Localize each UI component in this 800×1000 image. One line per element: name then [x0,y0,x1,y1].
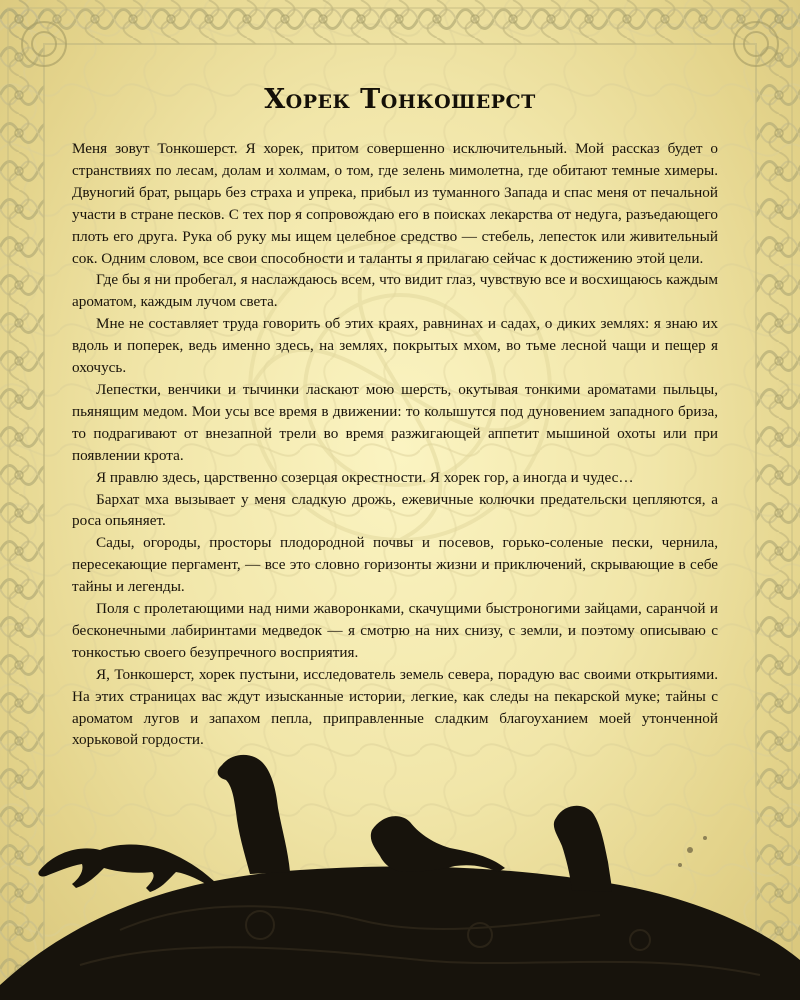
hill-silhouette [0,866,800,1000]
ferret-standing-silhouette [218,755,290,874]
paragraph: Мне не составляет труда говорить об этих краях, равнинах и садах, о диких землях: я знаю их вдоль и поперек, ведь именно здесь, на землях, покрытых мхом, во тьме лесной чащи и пещер я охочусь. [72,315,718,377]
paragraph: Я правлю здесь, царственно созерцая окрестности. Я хорек гор, а иногда и чудес… [96,468,634,486]
ferret-crouching-silhouette [371,816,505,872]
paragraph: Меня зовут Тонкошерст. Я хорек, притом совершенно исключительный. Мой рассказ будет о странствиях по лесам, долам и холмам, о том, где зелень мимолетна, где обитают темные химеры. Двуногий брат, рыцарь без страха и упрека, прибыл из туманного Запада и спас меня от печальной участи в стране песков. С тех пор я сопровождаю его в поисках лекарства от недуга, разъедающего плоть его друга. Рука об руку мы ищем целебное средство — стебель, лепесток или живительный сок. Одним словом, все свои способности и таланты я прилагаю сейчас к достижению этой цели. [72,140,718,267]
body-text [72,138,718,751]
page-title: Хорек Тонкошерст [264,84,536,115]
paragraph: Где бы я ни пробегал, я наслаждаюсь всем, что видит глаз, чувствую все и восхищаюсь каждым ароматом, каждым лучом света. [72,271,718,311]
paragraph: Я, Тонкошерст, хорек пустыни, исследователь земель севера, порадую вас своими открытиями. На этих страницах вас ждут изысканные истории, легкие, как следы на пекарской муке; тайны с ароматом лугов и запахом пепла, приправленные сладким благоуханием моей утонченной хорьковой гордости. [72,665,718,749]
paragraph: Сады, огороды, просторы плодородной почвы и посевов, горько-соленые пески, чернила, пересекающие пергамент, — все это словно горизонты жизни и приключений, скрывающие в себе тайны и легенды. [72,534,718,596]
ferret-silhouettes-illustration [0,740,800,1000]
paragraph: Поля с пролетающими над ними жаворонками, скачущими быстроногими зайцами, саранчой и бесконечными лабиринтами медведок — я смотрю на них снизу, с земли, и поэтому описываю с тонкостью своего безупречного восприятия. [72,600,718,661]
ferret-running-silhouette [38,845,218,892]
paragraph: Бархат мха вызывает у меня сладкую дрожь, ежевичные колючки предательски цепляются, а роса опьяняет. [72,490,718,530]
paragraph: Лепестки, венчики и тычинки ласкают мою шерсть, окутывая тонкими ароматами пыльцы, пьянящим медом. Мои усы все время в движении: то колышутся под дуновением западного бриза, то подрагивают от внезапной трели во время разжигающей аппетит мышиной охоты или при появлении крота. [72,380,718,464]
